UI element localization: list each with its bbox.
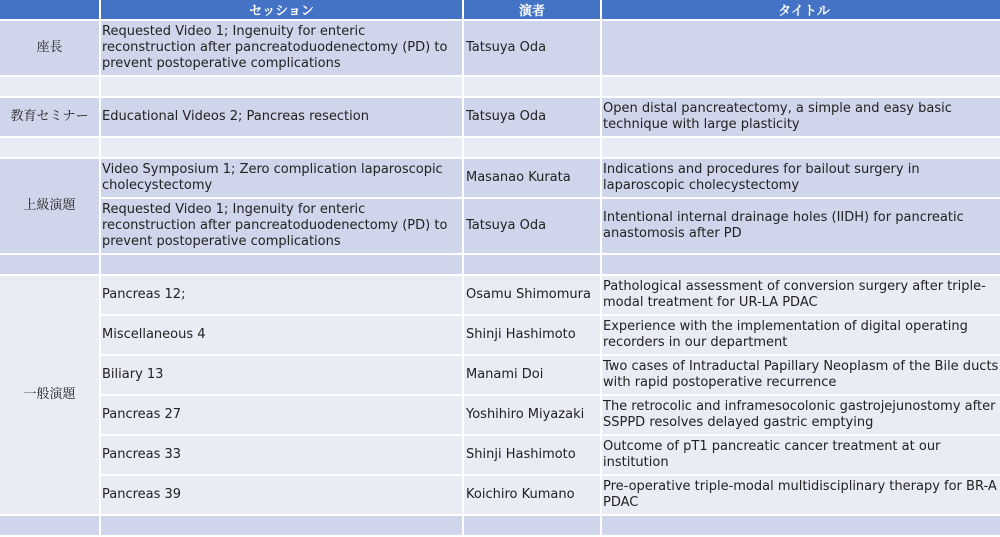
table-body: [0, 21, 1000, 535]
header-speaker: 演者: [464, 0, 600, 19]
spacer-cell: [101, 255, 462, 274]
spacer-cell: [602, 77, 1000, 96]
header-row: [0, 0, 1000, 19]
session-cell: Educational Videos 2; Pancreas resection: [101, 98, 462, 136]
title-cell: Experience with the implementation of digital operating recorders in our department: [602, 316, 1000, 354]
spacer-cell: [101, 77, 462, 96]
title-cell: Outcome of pT1 pancreatic cancer treatment at our institution: [602, 436, 1000, 474]
table-row: [0, 476, 1000, 514]
session-cell: Miscellaneous 4: [101, 316, 462, 354]
header-session: セッション: [101, 0, 462, 19]
speaker-cell: Shinji Hashimoto: [464, 436, 600, 474]
session-cell: Video Symposium 1; Zero complication laparoscopic cholecystectomy: [101, 159, 462, 197]
spacer-cell: [0, 516, 99, 535]
session-cell: Requested Video 1; Ingenuity for enteric reconstruction after pancreatoduodenectomy (PD) to prevent postoperative complications: [101, 199, 462, 253]
spacer-cell: [0, 138, 99, 157]
spacer-cell: [464, 255, 600, 274]
session-cell: Requested Video 1; Ingenuity for enteric reconstruction after pancreatoduodenectomy (PD) to prevent postoperative complications: [101, 21, 462, 75]
spacer-cell: [0, 77, 99, 96]
session-cell: Pancreas 39: [101, 476, 462, 514]
speaker-cell: Tatsuya Oda: [464, 21, 600, 75]
speaker-cell: Masanao Kurata: [464, 159, 600, 197]
speaker-cell: Osamu Shimomura: [464, 276, 600, 314]
speaker-cell: Yoshihiro Miyazaki: [464, 396, 600, 434]
category-cell: 座長: [0, 21, 99, 75]
table-row: [0, 21, 1000, 75]
spacer-cell: [602, 255, 1000, 274]
session-cell: Biliary 13: [101, 356, 462, 394]
speaker-cell: Koichiro Kumano: [464, 476, 600, 514]
category-cell: 上級演題: [0, 159, 99, 253]
table-row: [0, 159, 1000, 197]
table-row: [0, 436, 1000, 474]
spacer-cell: [101, 516, 462, 535]
speaker-cell: Manami Doi: [464, 356, 600, 394]
table-row: [0, 199, 1000, 253]
header-title: タイトル: [602, 0, 1000, 19]
category-cell: 教育セミナー: [0, 98, 99, 136]
session-cell: Pancreas 33: [101, 436, 462, 474]
spacer-row: [0, 255, 1000, 274]
table-row: [0, 276, 1000, 314]
category-cell: 一般演題: [0, 276, 99, 514]
table-row: [0, 316, 1000, 354]
spacer-row: [0, 77, 1000, 96]
session-cell: Pancreas 27: [101, 396, 462, 434]
title-cell: Indications and procedures for bailout surgery in laparoscopic cholecystectomy: [602, 159, 1000, 197]
session-cell: Pancreas 12;: [101, 276, 462, 314]
spacer-cell: [602, 516, 1000, 535]
speaker-cell: Tatsuya Oda: [464, 98, 600, 136]
spacer-cell: [0, 255, 99, 274]
title-cell: Pre-operative triple-modal multidisciplinary therapy for BR-A PDAC: [602, 476, 1000, 514]
spacer-cell: [602, 138, 1000, 157]
title-cell: Two cases of Intraductal Papillary Neoplasm of the Bile ducts with rapid postoperative recurrence: [602, 356, 1000, 394]
spacer-cell: [464, 516, 600, 535]
title-cell: Open distal pancreatectomy, a simple and easy basic technique with large plasticity: [602, 98, 1000, 136]
title-cell: [602, 21, 1000, 75]
title-cell: The retrocolic and inframesocolonic gastrojejunostomy after SSPPD resolves delayed gastric emptying: [602, 396, 1000, 434]
spacer-cell: [464, 138, 600, 157]
spacer-row: [0, 516, 1000, 535]
title-cell: Intentional internal drainage holes (IIDH) for pancreatic anastomosis after PD: [602, 199, 1000, 253]
table-row: [0, 396, 1000, 434]
title-cell: Pathological assessment of conversion surgery after triple-modal treatment for UR-LA PDAC: [602, 276, 1000, 314]
spacer-cell: [101, 138, 462, 157]
table-row: [0, 356, 1000, 394]
speaker-cell: Tatsuya Oda: [464, 199, 600, 253]
spacer-row: [0, 138, 1000, 157]
table-row: [0, 98, 1000, 136]
spacer-cell: [464, 77, 600, 96]
header-category: [0, 0, 99, 19]
speaker-cell: Shinji Hashimoto: [464, 316, 600, 354]
